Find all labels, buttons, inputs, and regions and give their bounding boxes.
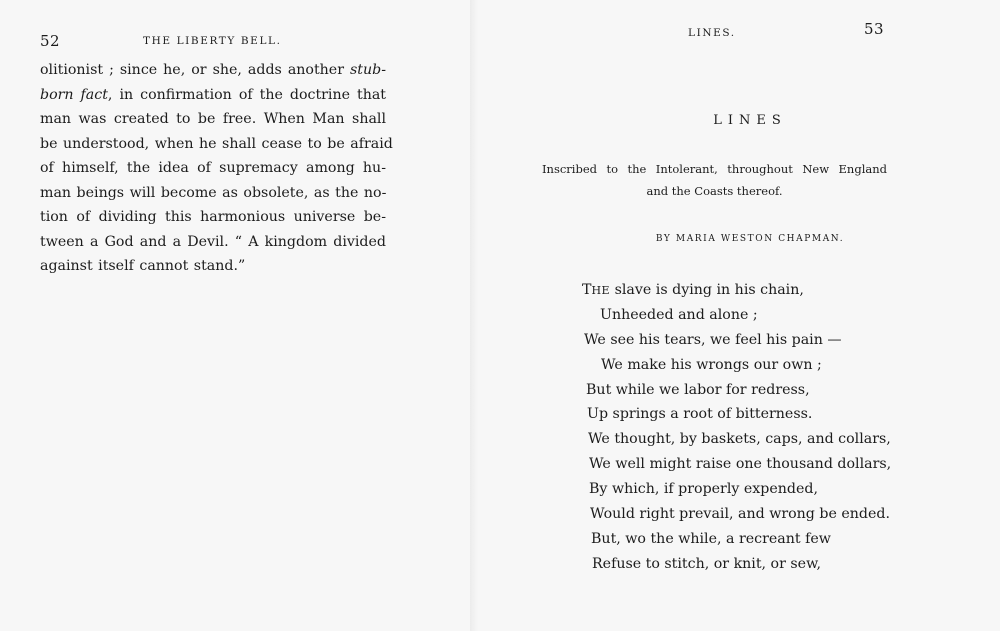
poem-line: Would right prevail, and wrong be ended. [590, 506, 890, 523]
prose-line-last: against itself cannot stand.” [40, 258, 246, 274]
right-page [470, 0, 1000, 631]
poem-body [470, 278, 1000, 577]
prose-line: man beings will become as obsolete, as the no- [40, 184, 387, 201]
drop-initial: T [582, 282, 592, 298]
prose-line: of himself, the idea of supremacy among hu- [40, 160, 386, 176]
prose-line: be understood, when he shall cease to be afraid [40, 135, 393, 152]
small-caps-word: HE [591, 284, 611, 297]
dedication-line: Inscribed to the Intolerant, throughout New England [542, 162, 887, 176]
left-page [0, 0, 470, 631]
running-head-right: LINES. [688, 27, 736, 39]
prose-continuation [40, 58, 393, 279]
poem-line: THE slave is dying in his chain, [582, 282, 804, 298]
page-number-left: 52 [40, 32, 61, 50]
poem-line: Unheeded and alone ; [600, 306, 758, 323]
dedication-line: and the Coasts thereof. [646, 184, 783, 198]
poem-line: But, wo the while, a recreant few [591, 530, 831, 547]
poem-line: By which, if properly expended, [589, 481, 818, 498]
prose-line: olitionist ; since he, or she, adds another stub- [40, 62, 386, 78]
poem-line: But while we labor for redress, [586, 381, 810, 398]
page-number-right: 53 [864, 20, 885, 38]
running-head-left: THE LIBERTY BELL. [143, 35, 282, 47]
poem-line: We see his tears, we feel his pain — [584, 331, 842, 348]
poem-title: LINES [713, 113, 787, 128]
poem-line: We make his wrongs our own ; [601, 356, 822, 373]
prose-line: tween a God and a Devil. “ A kingdom divided [40, 233, 386, 250]
prose-line: tion of dividing this harmonious universe be- [40, 209, 386, 225]
poem-byline: BY MARIA WESTON CHAPMAN. [655, 234, 845, 244]
prose-line: born fact, in confirmation of the doctrine that [40, 86, 387, 103]
poem-line: We well might raise one thousand dollars, [589, 456, 892, 473]
poem-line: We thought, by baskets, caps, and collars, [588, 431, 891, 448]
poem-line: Refuse to stitch, or knit, or sew, [592, 555, 822, 572]
poem-dedication [542, 158, 887, 202]
poem-line: Up springs a root of bitterness. [587, 406, 813, 423]
prose-line: man was created to be free. When Man shall [40, 111, 386, 127]
